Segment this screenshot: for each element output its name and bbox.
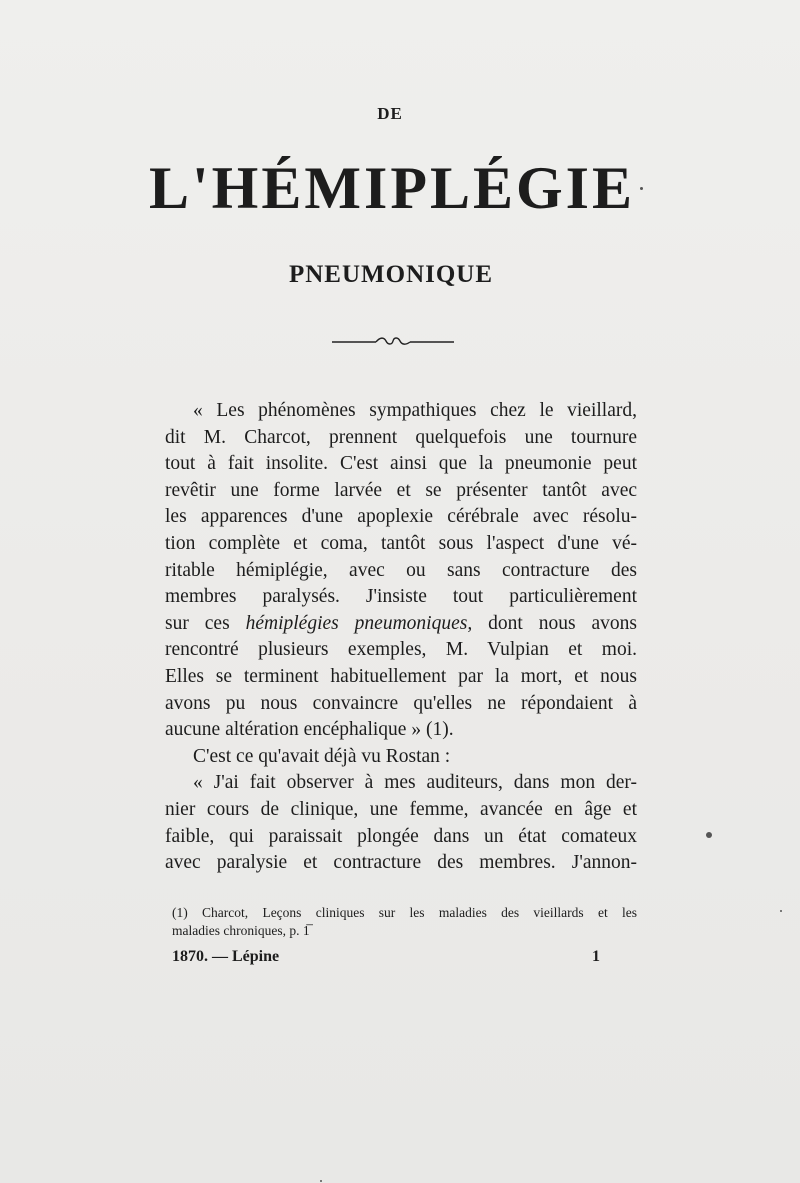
paper-speck [706,832,712,838]
text-line: revêtir une forme larvée et se présenter tantôt avec [165,479,637,501]
paragraph-quote-rostan [165,770,637,876]
paper-speck [320,1180,322,1182]
italic-term: hémiplégies pneumoniques, [245,612,473,634]
signature-mark: 1870. — Lépine [172,948,280,965]
text-line: dit M. Charcot, prennent quelquefois une tournure [165,426,637,448]
signature-line [172,948,600,966]
text-line: C'est ce qu'avait déjà vu Rostan : [193,745,451,767]
text-line: rencontré plusieurs exemples, M. Vulpian et moi. [165,639,637,661]
text-line: « J'ai fait observer à mes auditeurs, dans mon der- [193,772,637,794]
text-line: faible, qui paraissait plongée dans un état comateux [165,825,637,847]
ornament-divider-icon [330,335,456,349]
footnote-line: maladies chroniques, p. 1̅ [172,923,310,938]
text-line: avec paralysie et contracture des membres. J'annon- [165,852,637,874]
footnote-line: (1) Charcot, Leçons cliniques sur les maladies des vieillards et les [172,905,637,920]
text-line: tion complète et coma, tantôt sous l'aspect d'une vé- [165,532,637,554]
text-line: nier cours de clinique, une femme, avancée en âge et [165,798,637,820]
paper-speck [780,910,782,912]
text-fragment: dont nous avons [472,612,638,634]
text-line: membres paralysés. J'insiste tout particulièrement [165,586,637,608]
paragraph-quote-charcot [165,398,637,744]
text-line [165,611,637,638]
text-line: tout à fait insolite. C'est ainsi que la pneumonie peut [165,453,637,475]
paragraph-rostan [165,744,637,771]
text-line: avons pu nous convaincre qu'elles ne répondaient à [165,692,637,714]
main-text [165,398,637,877]
paper-speck [640,187,643,190]
page-subtitle: PNEUMONIQUE [288,261,494,288]
text-line: aucune altération encéphalique » (1). [165,719,454,741]
page-title: L'HÉMIPLÉGIE [148,155,636,221]
footnote [172,904,637,940]
sheet-number: 1 [592,948,600,965]
text-line: ritable hémiplégie, avec ou sans contracture des [165,559,637,581]
text-line: les apparences d'une apoplexie cérébrale avec résolu- [165,506,637,528]
pre-title: DE [377,104,403,123]
text-fragment: sur ces [165,612,246,634]
text-line: Elles se terminent habituellement par la mort, et nous [165,665,637,687]
text-line: « Les phénomènes sympathiques chez le vieillard, [193,400,637,421]
